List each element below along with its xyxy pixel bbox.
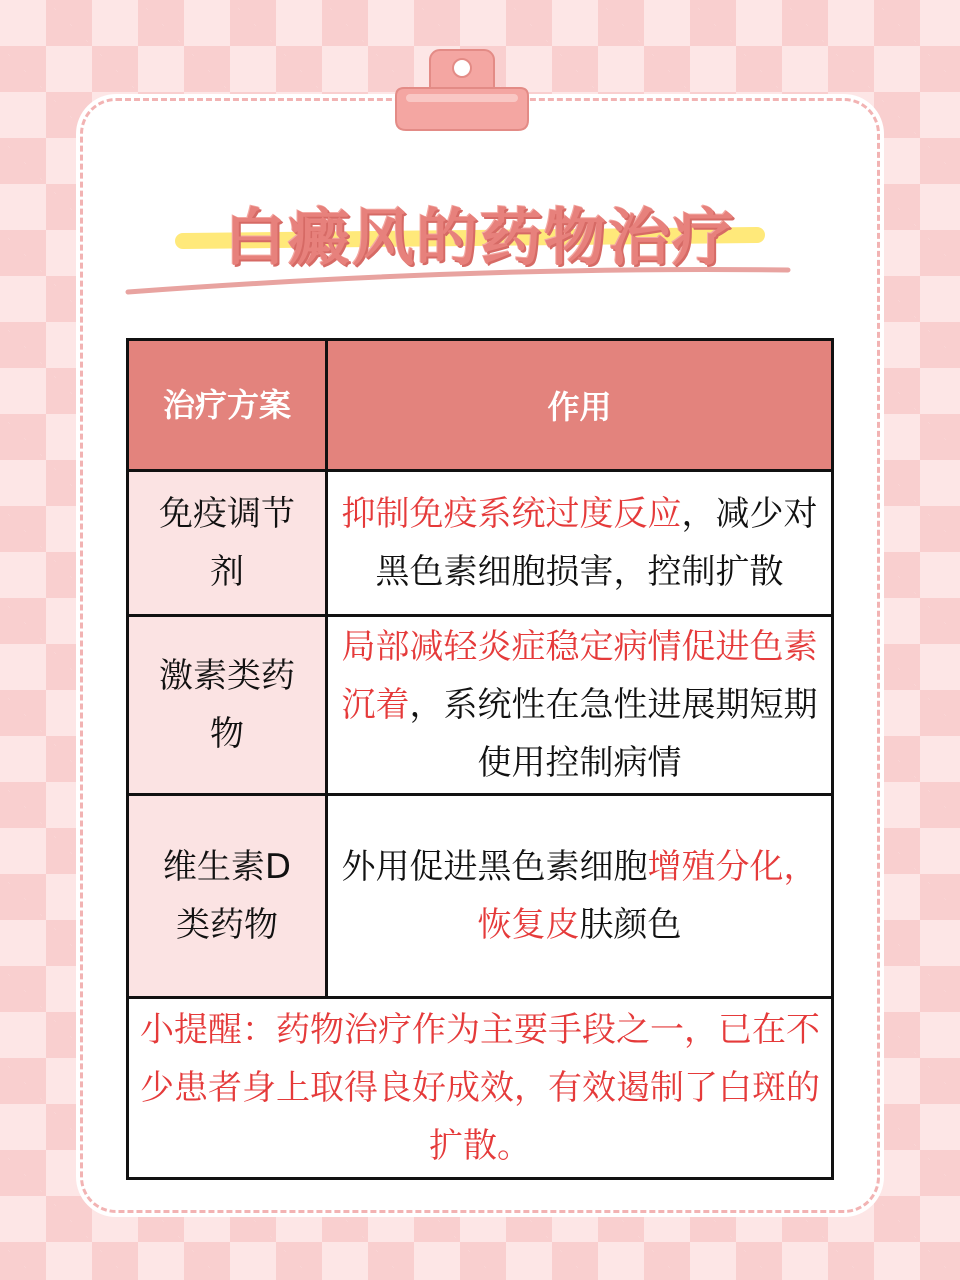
row-effect-immunomodulator: [327, 471, 833, 616]
effect-highlight: 抑制免疫系统过度反应: [341, 494, 682, 534]
table-row: [128, 795, 833, 998]
clipboard-clip-icon: [392, 44, 532, 136]
table-row: [128, 616, 833, 795]
effect-highlight: 增殖分化，恢复皮: [477, 847, 818, 945]
header-effect: 作用: [327, 340, 833, 471]
effect-text: ，减少对黑色素细胞损害，控制扩散: [375, 494, 818, 592]
effect-text: ，系统性在急性进展期短期使用控制病情: [409, 685, 818, 783]
title-underline: [120, 258, 840, 298]
row-name-hormone: 激素类药物: [128, 616, 327, 795]
table-row: [128, 471, 833, 616]
effect-text: 外用促进黑色素细胞: [341, 847, 648, 887]
header-plan: 治疗方案: [128, 340, 327, 471]
table-header-row: [128, 340, 833, 471]
effect-text: 肤颜色: [579, 905, 682, 945]
row-effect-vitamin-d: [327, 795, 833, 998]
page-title: 白癜风的药物治疗: [223, 201, 736, 274]
effect-highlight: 局部减轻炎症稳定病情促进色素沉着: [341, 627, 818, 725]
row-name-immunomodulator: 免疫调节剂: [128, 471, 327, 616]
tip-row: [128, 998, 833, 1179]
row-effect-hormone: [327, 616, 833, 795]
row-name-vitamin-d: 维生素D 类药物: [128, 795, 327, 998]
title-block: [120, 180, 840, 310]
treatment-table: [126, 338, 834, 1180]
tip-note: 小提醒：药物治疗作为主要手段之一，已在不少患者身上取得良好成效，有效遏制了白斑的扩散。: [128, 998, 833, 1179]
